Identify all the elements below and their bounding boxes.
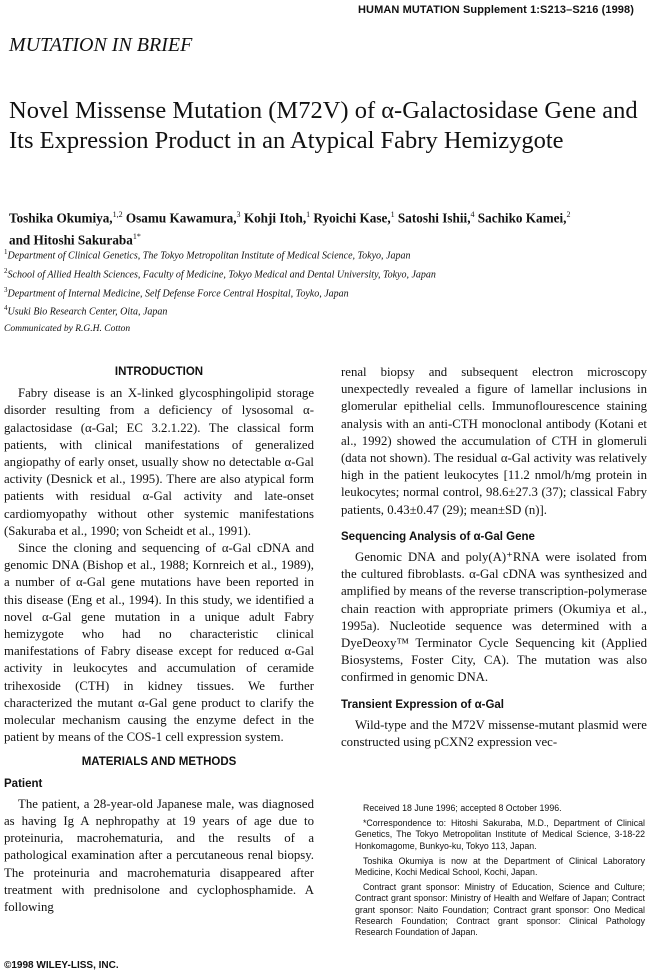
- subheading-sequencing: Sequencing Analysis of α-Gal Gene: [341, 530, 535, 543]
- author: Kohji Itoh,: [243, 210, 307, 226]
- author-list: Toshika Okumiya,$^{1,2}$ Osamu Kawamura,$^3$ Kohji Itoh,$^1$ Ryoichi Kase,$^1$ Satoshi Ishii,$^4$ Sachiko Kamei,$^2$ and Hitoshi Sakuraba$^{1*}$: [9, 210, 571, 248]
- journal-citation: HUMAN MUTATION Supplement 1:S213–S216 (1998): [358, 4, 634, 16]
- correspondence-note: *Correspondence to: Hitoshi Sakuraba, M.D., Department of Clinical Genetics, The Tokyo Metropolitan Institute of Medical Science, 3-18-22 Honkomagome, Bunkyo-ku, Tokyo 113, Japan.: [355, 818, 645, 851]
- communicated-by: Communicated by R.G.H. Cotton: [4, 324, 131, 334]
- section-label: MUTATION IN BRIEF: [9, 34, 193, 56]
- affiliation: $^4$Usuki Bio Research Center, Oita, Japan: [4, 304, 168, 318]
- author: Ryoichi Kase,: [313, 210, 391, 226]
- paragraph: Since the cloning and sequencing of α-Gal cDNA and genomic DNA (Bishop et al., 1988; Kornreich et al., 1989), a number of α-Gal gene mutations have been reported in this disease (Eng et al., 1994). In this study, we identified a novel α-Gal gene mutation in a unique adult Fabry hemizygote who had no characteristic clinical manifestations of Fabry disease except for reduced α-Gal activity in leukocytes and accumulation of ceramide trihexoside (CTH) in kidney tissues. We further characterized the mutant α-Gal gene product to clarify the molecular mechanism causing the enzyme defect in the patient by means of the COS-1 cell expression system.: [4, 541, 314, 745]
- paragraph: Wild-type and the M72V missense-mutant plasmid were constructed using pCXN2 expression vec-: [341, 717, 647, 750]
- paragraph: Fabry disease is an X-linked glycosphingolipid storage disorder resulting from a deficiency of lysosomal α-galactosidase (α-Gal; EC 3.2.1.22). The classical form patients, with clinical manifestations of generalized angiopathy of early onset, usually show no detectable α-Gal activity (Desnick et al., 1995). There are also atypical form patients with residual α-Gal activity and late-onset cardiomyopathy without other systemic manifestations (Sakuraba et al., 1990; von Scheidt et al., 1991).: [4, 386, 314, 538]
- affiliations: [4, 245, 644, 320]
- article-title: Novel Missense Mutation (M72V) of α-Galactosidase Gene and Its Expression Product in an Atypical Fabry Hemizygote: [9, 97, 638, 154]
- author: Osamu Kawamura,: [125, 210, 237, 226]
- paragraph: The patient, a 28-year-old Japanese male, was diagnosed as having Ig A nephropathy at 19 years of age due to proteinuria, macrohematuria, and the results of a pathological examination after a percutaneous renal biopsy. The proteinuria and macrohematuria disappeared after treatment with prednisolone and cyclophosphamide. A following: [4, 796, 314, 915]
- section-heading-introduction: INTRODUCTION: [114, 366, 204, 378]
- received-date: Received 18 June 1996; accepted 8 October 1996.: [363, 803, 562, 813]
- paragraph: Genomic DNA and poly(A)⁺RNA were isolated from the cultured fibroblasts. α-Gal cDNA was synthesized and amplified by means of the reverse transcription-polymerase chain reaction with appropriate primers (Okumiya et al., 1995a). Nucleotide sequence was determined with a DyeDeoxy™ Terminator Cycle Sequencing kit (Applied Biosystems, Foster City, CA). The mutation was also confirmed in genomic DNA.: [341, 550, 647, 685]
- subheading-expression: Transient Expression of α-Gal: [341, 698, 504, 711]
- left-column: [4, 364, 314, 916]
- author: Satoshi Ishii,: [397, 210, 471, 226]
- copyright: ©1998 WILEY-LISS, INC.: [4, 960, 119, 971]
- author: Toshika Okumiya,: [9, 210, 113, 226]
- right-column: [341, 364, 647, 751]
- affiliation: $^3$Department of Internal Medicine, Self Defense Force Central Hospital, Toyko, Japan: [4, 285, 349, 299]
- address-note: Toshika Okumiya is now at the Department of Clinical Laboratory Medicine, Kochi Medical School, Kochi, Japan.: [355, 855, 645, 878]
- affiliation: $^2$School of Allied Health Sciences, Faculty of Medicine, Tokyo Medical and Dental University, Tokyo, Japan: [4, 266, 436, 281]
- author: and Hitoshi Sakuraba: [9, 232, 133, 248]
- paragraph: renal biopsy and subsequent electron microscopy unexpectedly revealed a figure of lamellar inclusions in glomerular epithelial cells. Immunoflourescence staining analysis with an anti-CTH monoclonal antibody (Kotani et al., 1992) showed the accumulation of CTH in glomeruli (data not shown). The residual α-Gal activity was relatively high in the patient leukocytes [11.2 nmol/h/mg protein in leukocytes; normal control, 98.6±27.3 (37); classical Fabry patients, 0.43±0.47 (29); mean±SD (n)].: [341, 365, 647, 517]
- author: Sachiko Kamei,: [477, 210, 567, 226]
- affiliation: $^1$Department of Clinical Genetics, The Tokyo Metropolitan Institute of Medical Science, Tokyo, Japan: [4, 248, 411, 262]
- subheading-patient: Patient: [4, 777, 43, 790]
- section-heading-methods: MATERIALS AND METHODS: [81, 756, 237, 769]
- footnotes: [355, 803, 645, 942]
- grant-note: Contract grant sponsor: Ministry of Education, Science and Culture; Contract grant sponsor: Ministry of Health and Welfare of Japan; Contract grant sponsor: Naito Foundation; Contract grant sponsor: Ono Medical Research Foundation; Contract grant sponsor: Clinical Pathology Research Foundation of Japan.: [355, 882, 645, 938]
